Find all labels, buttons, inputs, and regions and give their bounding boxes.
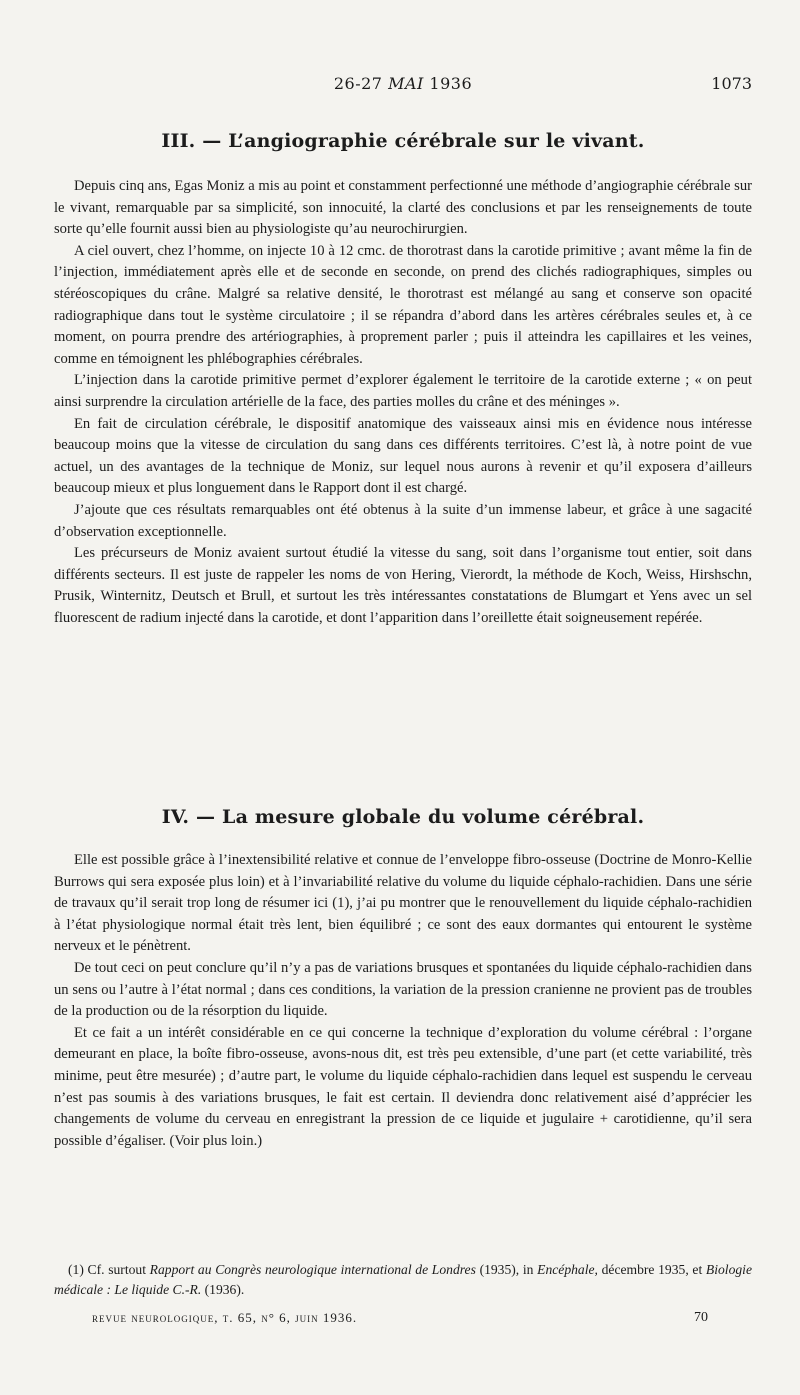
journal-signature: revue neurologique, t. 65, n° 6, juin 1936. <box>92 1310 358 1325</box>
section-4-body <box>54 850 752 1152</box>
page-footer <box>92 1310 708 1334</box>
footnote-text: (1935), in <box>479 1262 534 1277</box>
paragraph: Depuis cinq ans, Egas Moniz a mis au point et constamment perfectionné une méthode d’angiographie cérébrale sur le vivant, remarquable par sa simplicité, son innocuité, la clarté des conclusions et par les renseignements de toute sorte qu’elle fournit aussi bien au physiologiste qu’au neurochirurgien. <box>54 178 752 238</box>
section-4-heading: IV. — La mesure globale du volume cérébral. <box>161 806 645 828</box>
paragraph: L’injection dans la carotide primitive permet d’explorer également le territoire de la carotide externe ; « on peut ainsi surprendre la circulation artérielle de la face, des parties molles du crâne et des méninges ». <box>54 372 752 410</box>
sheet-number: 70 <box>694 1310 708 1325</box>
paragraph: A ciel ouvert, chez l’homme, on injecte 10 à 12 cmc. de thorotrast dans la carotide primitive ; avant même la fin de l’injection, immédiatement après elle et de seconde en seconde, on prend des clichés radiographiques, simples ou stéréoscopiques du crâne. Malgré sa relative densité, le thorotrast est mélangé au sang et conserve son opacité radiographique dans tout le système circulatoire ; il se répandra d’abord dans les artères cérébrales seules et, à ce moment, on pourra prendre des artériographies, à proprement parler ; puis il atteindra les capillaires et les veines, comme en témoignent les phlébographies cérébrales. <box>54 242 752 367</box>
footnote-ref: Rapport au Congrès neurologique international de Londres <box>149 1262 476 1277</box>
date-year: 1936 <box>429 74 473 93</box>
running-head-date <box>54 74 752 93</box>
paragraph: De tout ceci on peut conclure qu’il n’y a pas de variations brusques et spontanées du liquide céphalo-rachidien dans un sens ou l’autre à l’état normal ; dans ces conditions, la variation de la pression cranienne ne provient pas de troubles de la production ou de la résorption du liquide. <box>54 959 752 1020</box>
date-month: MAI <box>388 74 424 93</box>
footnote-text: décembre 1935, et <box>601 1262 703 1277</box>
footnote-ref: Encéphale, <box>537 1262 598 1277</box>
footnote-text: (1936). <box>204 1282 245 1297</box>
section-3-body <box>54 176 752 629</box>
footnote-ref: Biologie médicale : Le liquide C.-R. <box>54 1262 752 1297</box>
paragraph: Les précurseurs de Moniz avaient surtout étudié la vitesse du sang, soit dans l’organisme tout entier, soit dans différents secteurs. Il est juste de rappeler les noms de von Hering, Vierordt, la méthode de Koch, Weiss, Hirshschn, Prusik, Winternitz, Deutsch et Brull, et surtout les très intéressantes constatations de Blumgart et Yens avec un sel fluorescent de radium injecté dans la carotide, et dont l’apparition dans l’oreillette était soigneusement repérée. <box>54 545 752 626</box>
footnote-marker: (1) Cf. surtout <box>68 1262 146 1277</box>
running-head <box>54 74 752 100</box>
date-day: 26-27 <box>333 74 383 93</box>
footnote <box>54 1260 752 1300</box>
paragraph: En fait de circulation cérébrale, le dispositif anatomique des vaisseaux ainsi mis en évidence nous intéresse beaucoup moins que la vitesse de circulation du sang dans ces différents territoires. C’est là, à notre point de vue actuel, un des avantages de la technique de Moniz, sur lequel nous aurons à revenir et qu’il exposera d’ailleurs beaucoup mieux et plus longuement dans le Rapport dont il est chargé. <box>54 415 752 497</box>
paragraph: J’ajoute que ces résultats remarquables ont été obtenus à la suite d’un immense labeur, et grâce à une sagacité d’observation exceptionnelle. <box>54 501 752 540</box>
section-3-heading: III. — L’angiographie cérébrale sur le vivant. <box>161 130 645 152</box>
page-number: 1073 <box>711 74 752 93</box>
paragraph: Elle est possible grâce à l’inextensibilité relative et connue de l’enveloppe fibro-osseuse (Doctrine de Monro-Kellie Burrows qui sera exposée plus loin) et à l’invariabilité relative du volume du liquide céphalo-rachidien. Dans une série de travaux qu’il serait trop long de résumer ici (1), j’ai pu montrer que le renouvellement du liquide céphalo-rachidien à l’état physiologique normal était très lent, bien équilibré ; ce sont des eaux dormantes qui entourent le système nerveux et le pénètrent. <box>54 852 752 955</box>
paragraph: Et ce fait a un intérêt considérable en ce qui concerne la technique d’exploration du volume cérébral : l’organe demeurant en place, la boîte fibro-osseuse, avons-nous dit, est très peu extensible, d’une part (et cette variabilité, très minime, peut être mesurée) ; d’autre part, le volume du liquide céphalo-rachidien dans lequel est suspendu le cerveau n’est pas soumis à des variations brusques, le fait est certain. Il deviendra donc relativement aisé d’apprécier les changements de volume du cerveau en enregistrant la pression de ce liquide et jugulaire + carotidienne, qu’il sera possible d’égaliser. (Voir plus loin.) <box>54 1024 752 1149</box>
